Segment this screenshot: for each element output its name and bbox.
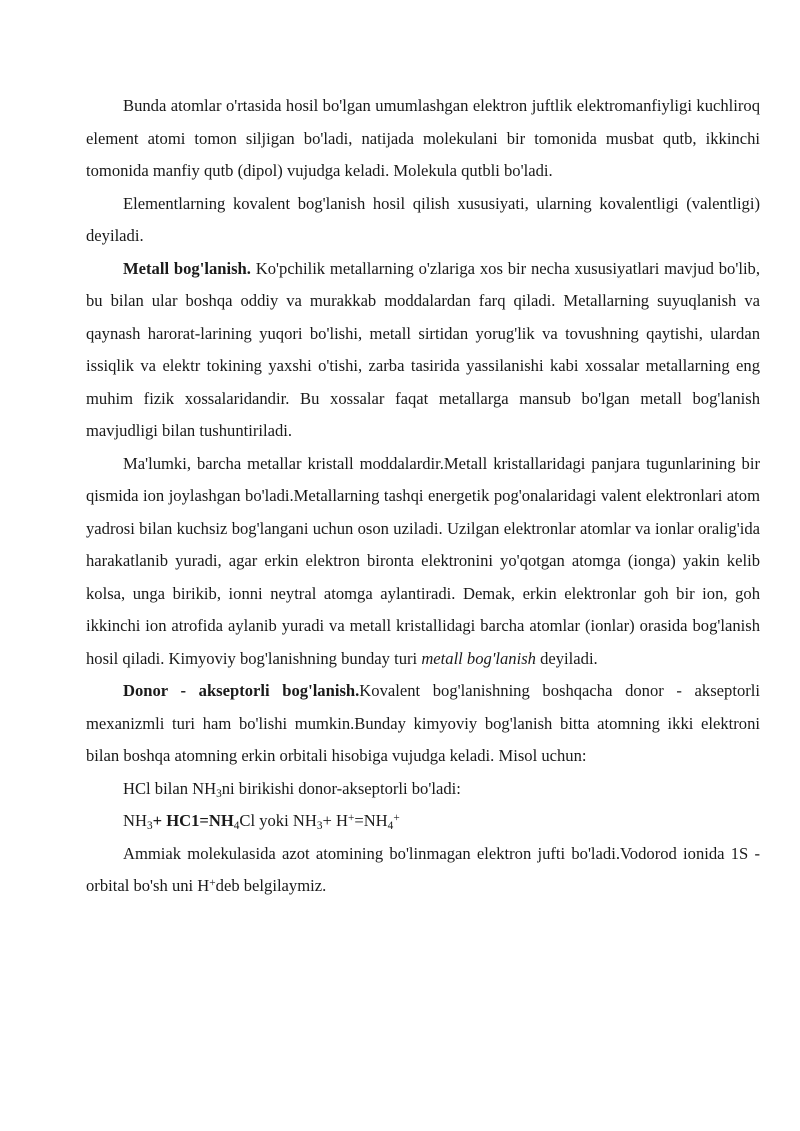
nh3-subscript: 3 [216, 787, 222, 800]
eq-sub-4: 4 [387, 819, 394, 832]
eq-part-b: + HC1=NH [152, 811, 234, 830]
eq-part-e: =NH [354, 811, 388, 830]
eq-sup-1: + [347, 811, 355, 824]
reaction-equation [86, 805, 760, 838]
metal-crystals-text: Ma'lumki, barcha metallar kristall moddalardir.Metall kristallaridagi panjara tugunlarining bir qismida ion joylashgan bo'ladi.Metallarning tashqi energetik pog'onalaridagi valent elektronlari atom yadrosi bilan kuchsiz bog'langani uchun oson uziladi. Uzilgan elektronlar atomlar va ionlar oralig'ida harakatlanib yuradi, agar erkin elektron bironta elektronini yo'qotgan atomga (ionga) yakin kelib kolsa, unga birikib, ionni neytral atomga aylantiradi. Demak, erkin elektronlar goh bir ion, goh ikkinchi ion atrofida aylanib yuradi va metall kristallidagi barcha atomlar (ionlar) orasida bog'lanish hosil qiladi. Kimyoviy bog'lanishning bunday turi [86, 453, 760, 668]
paragraph-hcl-nh3 [86, 773, 760, 806]
metal-crystals-tail: deyiladi. [535, 648, 598, 668]
eq-sub-2: 4 [233, 819, 240, 832]
donor-acceptor-heading: Donor - akseptorli bog'lanish. [123, 681, 360, 700]
paragraph-dipole [86, 90, 760, 188]
paragraph-metal-crystals [86, 448, 760, 676]
eq-part-d: + H [322, 811, 348, 830]
eq-sup-2: + [393, 811, 400, 824]
hydrogen-ion-superscript: + [209, 876, 216, 889]
metallic-bond-heading: Metall bog'lanish. [123, 258, 251, 278]
donor-acceptor-text: Kovalent bog'lanishning boshqacha donor - akseptorli mexanizmli turi ham bo'lishi mumkin.Bunday kimyoviy bog'lanish bitta atomning ikki elektroni bilan boshqa atomning erkin orbitali hisobiga vujudga keladi. Misol uchun: [86, 681, 760, 765]
metal-bond-term: metall bog'lanish [421, 648, 536, 668]
paragraph-covalency [86, 188, 760, 253]
paragraph-donor-acceptor [86, 675, 760, 773]
ammonia-text-a: Ammiak molekulasida azot atomining bo'linmagan elektron jufti bo'ladi.Vodorod ionida 1S - orbital bo'sh uni H [86, 843, 760, 895]
eq-sub-3: 3 [316, 819, 323, 832]
eq-part-c: Cl yoki NH [239, 811, 317, 830]
eq-sub-1: 3 [146, 819, 153, 832]
paragraph-metallic-bond [86, 253, 760, 448]
paragraph-covalency-text: Elementlarning kovalent bog'lanish hosil qilish xususiyati, ularning kovalentligi (valentligi) deyiladi. [86, 193, 760, 245]
ammonia-text-b: deb belgilaymiz. [215, 876, 327, 895]
paragraph-dipole-text: Bunda atomlar o'rtasida hosil bo'lgan umumlashgan elektron juftlik elektromanfiyligi kuchliroq element atomi tomon siljigan bo'ladi, natijada molekulani bir tomonida musbat qutb, ikkinchi tomonida manfiy qutb (dipol) vujudga keladi. Molekula qutbli bo'ladi. [86, 96, 760, 180]
hcl-nh3-text-a: HCl bilan NH [123, 778, 217, 798]
hcl-nh3-text-b: ni birikishi donor-akseptorli bo'ladi: [221, 778, 461, 798]
metallic-bond-text: Ko'pchilik metallarning o'zlariga xos bir necha xususiyatlari mavjud bo'lib, bu bilan ular boshqa oddiy va murakkab moddalardan farq qiladi. Metallarning suyuqlanish va qaynash harorat-larining yuqori bo'lishi, metall sirtidan yorug'lik va tovushning qaytishi, ulardan issiqlik va elektr tokining yaxshi o'tishi, zarba tasirida yassilanishi kabi xossalar metallarning eng muhim fizik xossalaridandir. Bu xossalar faqat metallarga mansub bo'lgan metall bog'lanish mavjudligi bilan tushuntiriladi. [86, 258, 760, 440]
eq-part-a: NH [123, 811, 147, 830]
document-page [86, 90, 760, 903]
paragraph-ammonia [86, 838, 760, 903]
